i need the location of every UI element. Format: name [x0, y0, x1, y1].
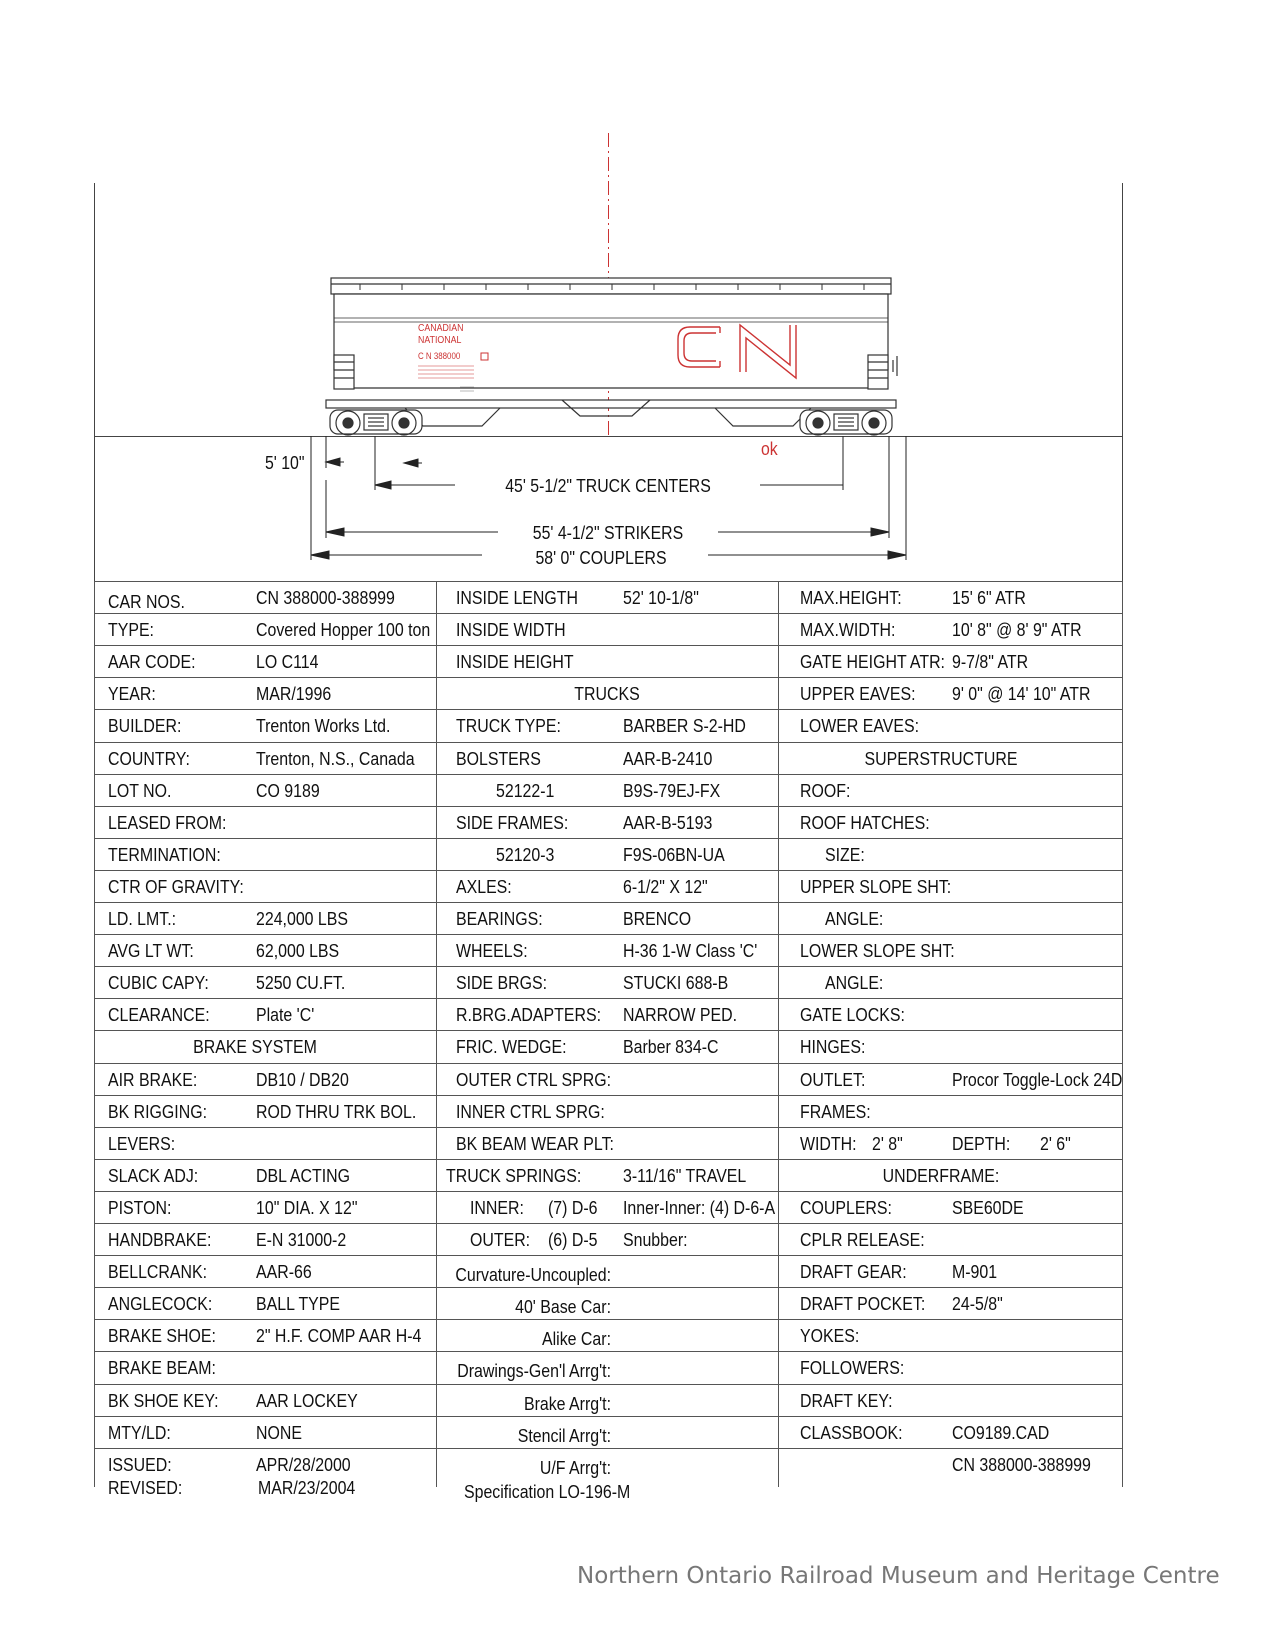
spec-value: Barber 834-C [623, 1036, 719, 1058]
dim-truck-centers: 45' 5-1/2" TRUCK CENTERS [505, 476, 711, 496]
table-column-rule [94, 581, 95, 1487]
section-header: TRUCKS [574, 683, 640, 705]
spec-label: INSIDE WIDTH [456, 619, 566, 641]
spec-value: NONE [256, 1421, 302, 1443]
spec-label: LEVERS: [108, 1132, 176, 1154]
spec-value: 2' 8" [872, 1132, 903, 1154]
table-rule [94, 1223, 1123, 1224]
spec-label: SIZE: [825, 843, 865, 865]
spec-label: DRAFT POCKET: [800, 1293, 926, 1315]
end-ladder-right [868, 355, 888, 389]
table-rule [94, 645, 1123, 646]
spec-value: E-N 31000-2 [256, 1229, 347, 1250]
table-rule [94, 709, 1123, 710]
spec-label: SLACK ADJ: [108, 1164, 199, 1186]
spec-label: YOKES: [800, 1325, 860, 1347]
spec-label: TERMINATION: [108, 843, 221, 865]
spec-label: LOWER SLOPE SHT: [800, 940, 955, 962]
table-rule [94, 774, 1123, 775]
spec-value: B9S-79EJ-FX [623, 779, 721, 801]
spec-label: REVISED: [108, 1476, 183, 1498]
spec-value: 3-11/16" TRAVEL [623, 1164, 747, 1186]
spec-label: OUTER CTRL SPRG: [456, 1068, 612, 1090]
spec-label: PISTON: [108, 1196, 172, 1218]
spec-value: 9' 0" @ 14' 10" ATR [952, 683, 1091, 705]
hopper-bay-right [715, 408, 811, 426]
spec-value: Inner-Inner: (4) D-6-A [623, 1196, 776, 1218]
spec-value: F9S-06BN-UA [623, 843, 725, 865]
spec-label: DRAFT KEY: [800, 1389, 893, 1411]
hopper-car [326, 278, 897, 435]
spec-label: LOT NO. [108, 779, 172, 801]
spec-label: ANGLE: [825, 908, 884, 929]
spec-label: GATE LOCKS: [800, 1004, 905, 1026]
museum-credit: Northern Ontario Railroad Museum and Heritage Centre [577, 1563, 1220, 1589]
spec-label: WHEELS: [456, 940, 528, 962]
spec-value: 9-7/8" ATR [952, 651, 1029, 673]
spec-label: BUILDER: [108, 715, 182, 737]
spec-label: BK BEAM WEAR PLT: [456, 1132, 614, 1154]
spec-value: DB10 / DB20 [256, 1068, 349, 1090]
truck-left [330, 410, 422, 435]
spec-label: INSIDE LENGTH [456, 587, 578, 608]
spec-value: NARROW PED. [623, 1004, 738, 1026]
spec-value: Trenton, N.S., Canada [256, 747, 415, 769]
spec-value: 224,000 LBS [256, 908, 349, 929]
spec-label: BK RIGGING: [108, 1100, 208, 1122]
spec-label: BK SHOE KEY: [108, 1389, 219, 1411]
spec-label: INNER: [470, 1196, 524, 1218]
spec-value: 10' 8" @ 8' 9" ATR [952, 619, 1082, 641]
table-column-rule [436, 581, 437, 1487]
car-roof [331, 278, 891, 294]
spec-label: Alike Car: [542, 1328, 611, 1350]
spec-value: LO C114 [256, 651, 319, 673]
spec-label: Stencil Arrg't: [517, 1424, 611, 1446]
spec-note: Specification LO-196-M [464, 1480, 631, 1502]
table-rule [94, 742, 1123, 743]
spec-value: Plate 'C' [256, 1004, 315, 1026]
spec-label: R.BRG.ADAPTERS: [456, 1004, 601, 1026]
spec-value: 10" DIA. X 12" [256, 1196, 358, 1218]
spec-label: COUNTRY: [108, 747, 190, 769]
table-rule [94, 581, 1123, 582]
table-rule [94, 806, 1123, 807]
spec-value: Covered Hopper 100 ton [256, 619, 431, 641]
spec-value: CN 388000-388999 [256, 587, 395, 608]
spec-label: GATE HEIGHT ATR: [800, 651, 945, 673]
table-rule [94, 870, 1123, 871]
table-rule [94, 1255, 1123, 1256]
spec-label: INSIDE HEIGHT [456, 651, 574, 673]
dim-strikers: 55' 4-1/2" STRIKERS [532, 523, 684, 543]
spec-label: BOLSTERS [456, 747, 541, 769]
spec-value: 15' 6" ATR [952, 587, 1026, 608]
spec-label: COUPLERS: [800, 1196, 892, 1218]
spec-value: 2' 6" [1040, 1132, 1071, 1154]
spec-label: MAX.HEIGHT: [800, 587, 902, 608]
spec-label: 40' Base Car: [515, 1296, 611, 1318]
spec-label: ROOF HATCHES: [800, 811, 930, 833]
spec-label: MTY/LD: [108, 1421, 171, 1443]
spec-label: Brake Arrg't: [523, 1392, 611, 1414]
spec-label: FRAMES: [800, 1100, 871, 1122]
spec-value: AAR-B-2410 [623, 747, 713, 769]
spec-label: LEASED FROM: [108, 811, 227, 833]
end-ladder-left [334, 355, 354, 389]
spec-label: HANDBRAKE: [108, 1229, 212, 1250]
spec-value: CO9189.CAD [952, 1421, 1050, 1443]
spec-label: SIDE FRAMES: [456, 811, 569, 833]
spec-label: BEARINGS: [456, 908, 543, 929]
spec-label: DRAFT GEAR: [800, 1261, 907, 1283]
spec-label: FOLLOWERS: [800, 1357, 905, 1379]
table-rule [94, 1063, 1123, 1064]
spec-label: AVG LT WT: [108, 940, 194, 962]
spec-value: MAR/1996 [256, 683, 332, 705]
dim-5-10: 5' 10" [265, 453, 305, 473]
table-rule [94, 1351, 1123, 1352]
table-rule [94, 934, 1123, 935]
spec-value: APR/28/2000 [256, 1453, 351, 1475]
spec-label: CAR NOS. [108, 591, 185, 612]
table-rule [94, 838, 1123, 839]
table-rule [94, 1287, 1123, 1288]
spec-label: CPLR RELEASE: [800, 1229, 925, 1250]
spec-value: BRENCO [623, 908, 692, 929]
road-name-line1: CANADIAN [418, 323, 464, 334]
spec-label: INNER CTRL SPRG: [456, 1100, 605, 1122]
spec-label: ISSUED: [108, 1453, 172, 1475]
spec-value: 2" H.F. COMP AAR H-4 [256, 1325, 422, 1347]
spec-value: STUCKI 688-B [623, 972, 729, 994]
spec-label: YEAR: [108, 683, 156, 705]
car-underframe [326, 400, 896, 408]
reporting-marks: C N 388000 [418, 351, 461, 361]
spec-value: M-901 [952, 1261, 998, 1283]
spec-label: CLASSBOOK: [800, 1421, 903, 1443]
spec-label: TRUCK SPRINGS: [446, 1164, 582, 1186]
spec-label: LD. LMT.: [108, 908, 177, 929]
spec-value: CO 9189 [256, 779, 320, 801]
dim-couplers: 58' 0" COUPLERS [535, 548, 667, 568]
spec-label: 52122-1 [496, 779, 555, 801]
table-rule [94, 902, 1123, 903]
spec-value: MAR/23/2004 [258, 1476, 356, 1498]
spec-label: AXLES: [456, 875, 512, 897]
spec-label: OUTER: [470, 1229, 531, 1250]
spec-value: BARBER S-2-HD [623, 715, 746, 737]
section-header: UNDERFRAME: [882, 1164, 999, 1186]
table-rule [94, 998, 1123, 999]
spec-label: BRAKE SHOE: [108, 1325, 216, 1347]
spec-label: Curvature-Uncoupled: [455, 1264, 611, 1286]
spec-label: 52120-3 [496, 843, 555, 865]
spec-label: MAX.WIDTH: [800, 619, 896, 641]
spec-value: CN 388000-388999 [952, 1453, 1091, 1475]
section-header: BRAKE SYSTEM [193, 1036, 317, 1058]
spec-label: ANGLE: [825, 972, 884, 994]
spec-label: AIR BRAKE: [108, 1068, 198, 1090]
spec-label: TRUCK TYPE: [456, 715, 561, 737]
table-rule [94, 1448, 1123, 1449]
table-rule [94, 1191, 1123, 1192]
spec-label: CTR OF GRAVITY: [108, 875, 244, 897]
spec-value: Procor Toggle-Lock 24D [952, 1068, 1123, 1090]
spec-value: DBL ACTING [256, 1164, 351, 1186]
section-header: SUPERSTRUCTURE [864, 747, 1017, 769]
table-rule [94, 1095, 1123, 1096]
table-rule [94, 966, 1123, 967]
spec-value: 52' 10-1/8" [623, 587, 699, 608]
spec-label: BELLCRANK: [108, 1261, 208, 1283]
spec-label: FRIC. WEDGE: [456, 1036, 567, 1058]
spec-label: CLEARANCE: [108, 1004, 210, 1026]
spec-value: (6) D-5 [548, 1229, 598, 1250]
spec-label: OUTLET: [800, 1068, 866, 1090]
table-rule [94, 677, 1123, 678]
spec-label: AAR CODE: [108, 651, 196, 673]
table-rule [94, 1384, 1123, 1385]
table-rule [94, 613, 1123, 614]
table-column-rule [778, 581, 779, 1487]
spec-value: 62,000 LBS [256, 940, 340, 962]
spec-label: U/F Arrg't: [539, 1456, 611, 1478]
spec-label: ANGLECOCK: [108, 1293, 213, 1315]
spec-label: SIDE BRGS: [456, 972, 548, 994]
road-name-line2: NATIONAL [418, 335, 462, 346]
spec-value: ROD THRU TRK BOL. [256, 1100, 417, 1122]
spec-label: ROOF: [800, 779, 851, 801]
spec-label: Drawings-Gen'l Arrg't: [457, 1360, 611, 1382]
ok-mark: ok [761, 439, 778, 459]
spec-value: AAR-B-5193 [623, 811, 713, 833]
table-rule [94, 1159, 1123, 1160]
spec-value: Snubber: [623, 1229, 688, 1250]
spec-label: WIDTH: [800, 1132, 857, 1154]
spec-label: CUBIC CAPY: [108, 972, 209, 994]
spec-value: H-36 1-W Class 'C' [623, 940, 758, 962]
spec-value: SBE60DE [952, 1196, 1024, 1218]
truck-right [800, 410, 892, 435]
table-column-rule [1122, 581, 1123, 1487]
spec-value: AAR LOCKEY [256, 1389, 358, 1411]
spec-label: UPPER EAVES: [800, 683, 916, 705]
spec-label: BRAKE BEAM: [108, 1357, 216, 1379]
table-rule [94, 1416, 1123, 1417]
spec-label: TYPE: [108, 619, 154, 641]
spec-value: AAR-66 [256, 1261, 312, 1283]
spec-value: Trenton Works Ltd. [256, 715, 391, 737]
spec-value: 5250 CU.FT. [256, 972, 346, 994]
spec-value: BALL TYPE [256, 1293, 341, 1315]
spec-value: 24-5/8" [952, 1293, 1003, 1315]
table-rule [94, 1127, 1123, 1128]
spec-value: 6-1/2" X 12" [623, 875, 708, 897]
table-rule [94, 1319, 1123, 1320]
spec-label: HINGES: [800, 1036, 866, 1058]
spec-label: DEPTH: [952, 1132, 1011, 1154]
spec-value: (7) D-6 [548, 1196, 598, 1218]
table-rule [94, 1030, 1123, 1031]
spec-label: LOWER EAVES: [800, 715, 920, 737]
spec-table [94, 581, 1123, 1502]
spec-label: UPPER SLOPE SHT: [800, 875, 952, 897]
